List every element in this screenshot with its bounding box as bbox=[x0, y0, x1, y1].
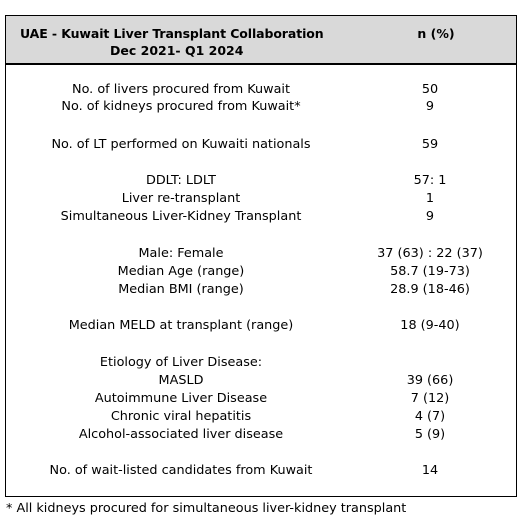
row-label: No. of LT performed on Kuwaiti nationals bbox=[51, 137, 311, 152]
table-row bbox=[6, 98, 516, 116]
row-value: 4 (7) bbox=[414, 409, 446, 424]
row-label: Chronic viral hepatitis bbox=[110, 409, 252, 424]
row-value: 57: 1 bbox=[413, 173, 447, 188]
table-row bbox=[6, 208, 516, 226]
row-label: Autoimmune Liver Disease bbox=[94, 391, 268, 406]
row-value: 50 bbox=[421, 82, 439, 97]
row-value: 39 (66) bbox=[406, 373, 454, 388]
row-value: 18 (9-40) bbox=[400, 318, 460, 333]
table-date-range: Dec 2021- Q1 2024 bbox=[110, 43, 244, 58]
row-label: No. of wait-listed candidates from Kuwait bbox=[49, 463, 313, 478]
row-label: No. of kidneys procured from Kuwait* bbox=[61, 99, 301, 114]
table-row bbox=[6, 281, 516, 299]
row-value: 28.9 (18-46) bbox=[390, 282, 470, 297]
table-row bbox=[6, 317, 516, 335]
row-value: 9 bbox=[425, 99, 435, 114]
row-label: Median BMI (range) bbox=[118, 282, 244, 297]
table-row bbox=[6, 462, 516, 480]
row-value: 58.7 (19-73) bbox=[390, 264, 470, 279]
row-label: Alcohol-associated liver disease bbox=[78, 427, 284, 442]
table-row bbox=[6, 136, 516, 154]
row-value: 7 (12) bbox=[410, 391, 450, 406]
row-value: 1 bbox=[425, 191, 435, 206]
row-value: 9 bbox=[425, 209, 435, 224]
row-value: 59 bbox=[421, 137, 439, 152]
row-label: Simultaneous Liver-Kidney Transplant bbox=[60, 209, 302, 224]
table-row bbox=[6, 390, 516, 408]
row-label: Liver re-transplant bbox=[121, 191, 241, 206]
column-header-n: n (%) bbox=[417, 26, 455, 41]
row-label: No. of livers procured from Kuwait bbox=[72, 82, 290, 97]
row-value: 5 (9) bbox=[414, 427, 446, 442]
table-row bbox=[6, 190, 516, 208]
row-label: Male: Female bbox=[138, 246, 224, 261]
table-row bbox=[6, 172, 516, 190]
row-label: MASLD bbox=[158, 373, 204, 388]
row-label: Median Age (range) bbox=[117, 264, 245, 279]
header-divider bbox=[6, 64, 516, 65]
row-value: 14 bbox=[421, 463, 439, 478]
table-row bbox=[6, 408, 516, 426]
row-label: DDLT: LDLT bbox=[145, 173, 217, 188]
table-row bbox=[6, 245, 516, 263]
table-row bbox=[6, 263, 516, 281]
table-header bbox=[6, 16, 516, 64]
row-label: Etiology of Liver Disease: bbox=[99, 355, 263, 370]
row-label: Median MELD at transplant (range) bbox=[68, 318, 294, 333]
row-value: 37 (63) : 22 (37) bbox=[377, 246, 483, 261]
table-title: UAE - Kuwait Liver Transplant Collaboration bbox=[20, 26, 324, 41]
table-row bbox=[6, 354, 516, 372]
footnote: * All kidneys procured for simultaneous liver-kidney transplant bbox=[6, 501, 407, 516]
table-row bbox=[6, 372, 516, 390]
table-row bbox=[6, 426, 516, 444]
data-table bbox=[5, 15, 517, 497]
table-row bbox=[6, 81, 516, 99]
